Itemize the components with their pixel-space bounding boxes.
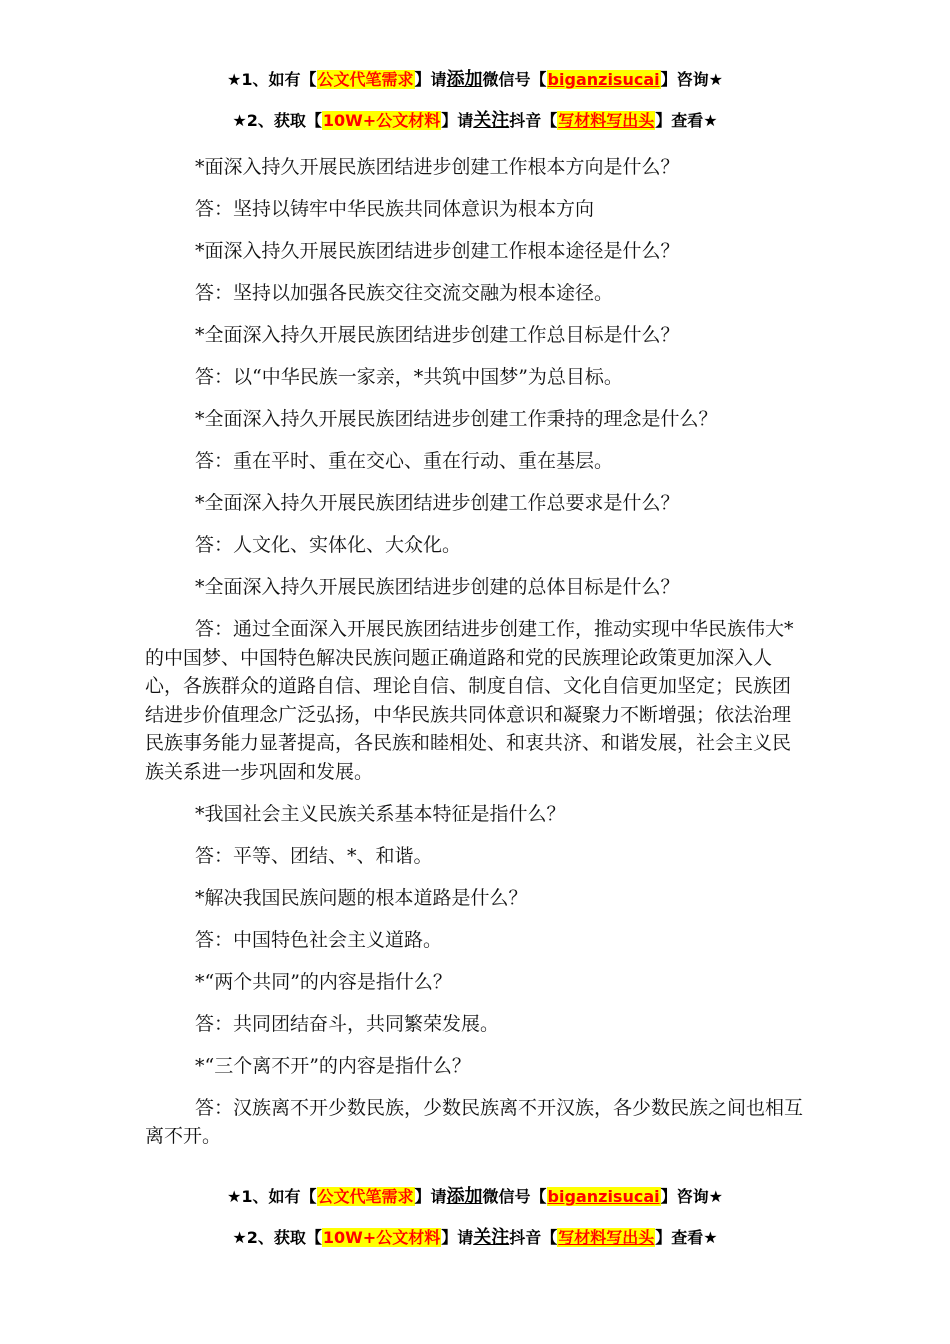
douyin-account-link[interactable]: 写材料写出头 bbox=[558, 1228, 655, 1247]
banner-text: 】咨询 bbox=[660, 1187, 709, 1206]
star-icon: ★ bbox=[227, 1187, 242, 1206]
banner-text: 微信号【 bbox=[482, 70, 547, 89]
banner-text: 】查看 bbox=[655, 1228, 704, 1247]
answer-1: 答：坚持以铸牢中华民族共同体意识为根本方向 bbox=[195, 198, 595, 220]
banner-text: 】咨询 bbox=[660, 70, 709, 89]
star-icon: ★ bbox=[232, 1228, 247, 1247]
ghostwriting-highlight: 公文代笔需求 bbox=[317, 70, 414, 89]
banner-text: 1、如有【 bbox=[241, 70, 317, 89]
ghostwriting-highlight: 公文代笔需求 bbox=[317, 1187, 414, 1206]
answer-8: 答：中国特色社会主义道路。 bbox=[195, 929, 443, 951]
banner-text: 】请 bbox=[414, 1187, 447, 1206]
add-emphasis: 添加 bbox=[446, 1186, 483, 1207]
add-emphasis: 添加 bbox=[446, 69, 483, 90]
question-3: *全面深入持久开展民族团结进步创建工作总目标是什么？ bbox=[195, 324, 680, 346]
bottom-banner-line-2 bbox=[0, 1227, 950, 1249]
question-10: *“三个离不开”的内容是指什么？ bbox=[195, 1055, 471, 1077]
answer-7: 答：平等、团结、*、和谐。 bbox=[195, 845, 433, 867]
banner-text: 】请 bbox=[441, 111, 474, 130]
materials-highlight: 10W+公文材料 bbox=[322, 111, 441, 130]
star-icon: ★ bbox=[703, 1228, 718, 1247]
bottom-banner-line-1 bbox=[0, 1186, 950, 1208]
banner-text: 2、获取【 bbox=[246, 111, 322, 130]
question-1: *面深入持久开展民族团结进步创建工作根本方向是什么？ bbox=[195, 156, 680, 178]
question-2: *面深入持久开展民族团结进步创建工作根本途径是什么？ bbox=[195, 240, 680, 262]
banner-text: 抖音【 bbox=[509, 1228, 558, 1247]
wechat-id-link[interactable]: biganzisucai bbox=[547, 70, 660, 89]
question-4: *全面深入持久开展民族团结进步创建工作秉持的理念是什么？ bbox=[195, 408, 718, 430]
banner-text: 】查看 bbox=[655, 111, 704, 130]
wechat-id-link[interactable]: biganzisucai bbox=[547, 1187, 660, 1206]
banner-text: 2、获取【 bbox=[246, 1228, 322, 1247]
question-8: *解决我国民族问题的根本道路是什么？ bbox=[195, 887, 528, 909]
materials-highlight: 10W+公文材料 bbox=[322, 1228, 441, 1247]
answer-3: 答：以“中华民族一家亲，*共筑中国梦”为总目标。 bbox=[195, 366, 623, 388]
star-icon: ★ bbox=[232, 111, 247, 130]
answer-9: 答：共同团结奋斗，共同繁荣发展。 bbox=[195, 1013, 500, 1035]
banner-text: 抖音【 bbox=[509, 111, 558, 130]
banner-text: 微信号【 bbox=[482, 1187, 547, 1206]
banner-text: 】请 bbox=[441, 1228, 474, 1247]
star-icon: ★ bbox=[227, 70, 242, 89]
question-5: *全面深入持久开展民族团结进步创建工作总要求是什么？ bbox=[195, 492, 680, 514]
question-7: *我国社会主义民族关系基本特征是指什么？ bbox=[195, 803, 566, 825]
follow-emphasis: 关注 bbox=[473, 110, 510, 131]
answer-5: 答：人文化、实体化、大众化。 bbox=[195, 534, 462, 556]
banner-text: 1、如有【 bbox=[241, 1187, 317, 1206]
answer-10: 答：汉族离不开少数民族，少数民族离不开汉族，各少数民族之间也相互离不开。 bbox=[145, 1097, 804, 1147]
douyin-account-link[interactable]: 写材料写出头 bbox=[558, 111, 655, 130]
question-6: *全面深入持久开展民族团结进步创建的总体目标是什么？ bbox=[195, 576, 680, 598]
follow-emphasis: 关注 bbox=[473, 1227, 510, 1248]
qa-body bbox=[145, 153, 805, 1164]
top-banner-line-1 bbox=[0, 69, 950, 91]
star-icon: ★ bbox=[703, 111, 718, 130]
star-icon: ★ bbox=[708, 1187, 723, 1206]
answer-6: 答：通过全面深入开展民族团结进步创建工作，推动实现中华民族伟大*的中国梦、中国特色解决民族问题正确道路和党的民族理论政策更加深入人心，各族群众的道路自信、理论自信、制度自信、文化自信更加坚定；民族团结进步价值理念广泛弘扬，中华民族共同体意识和凝聚力不断增强；依法治理民族事务能力显著提高，各民族和睦相处、和衷共济、和谐发展，社会主义民族关系进一步巩固和发展。 bbox=[145, 618, 794, 783]
answer-4: 答：重在平时、重在交心、重在行动、重在基层。 bbox=[195, 450, 614, 472]
answer-2: 答：坚持以加强各民族交往交流交融为根本途径。 bbox=[195, 282, 614, 304]
star-icon: ★ bbox=[708, 70, 723, 89]
question-9: *“两个共同”的内容是指什么？ bbox=[195, 971, 452, 993]
top-banner-line-2 bbox=[0, 110, 950, 132]
banner-text: 】请 bbox=[414, 70, 447, 89]
